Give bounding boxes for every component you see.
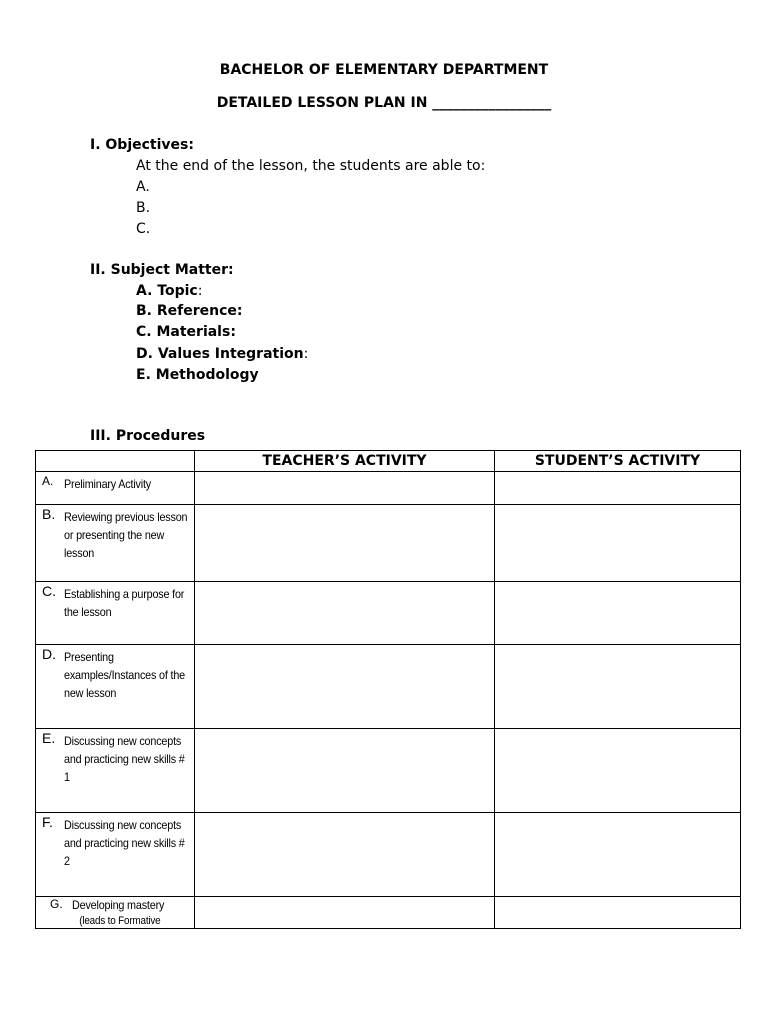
procedures-table — [35, 450, 741, 929]
step-subtext: (leads to Formative — [79, 915, 161, 927]
table-header-row — [36, 451, 741, 472]
subject-materials: C. Materials: — [136, 324, 236, 340]
step-description: Reviewing previous lesson or presenting the new lesson — [64, 510, 188, 560]
teacher-activity-cell[interactable] — [195, 729, 495, 813]
step-description: Discussing new concepts and practicing new skills # 1 — [64, 734, 185, 784]
step-cell — [36, 729, 195, 813]
step-letter: F. — [42, 814, 53, 830]
objective-item-a: A. — [136, 179, 150, 195]
step-description: Establishing a purpose for the lesson — [64, 587, 185, 619]
step-description: Preliminary Activity — [64, 477, 152, 491]
objectives-heading: I. Objectives: — [90, 137, 194, 153]
teacher-activity-cell[interactable] — [195, 813, 495, 897]
step-description: Discussing new concepts and practicing new skills # 2 — [64, 818, 185, 868]
subject-values-integration: D. Values Integration: — [136, 346, 309, 362]
step-cell — [36, 897, 195, 929]
column-header-teacher-activity: TEACHER’S ACTIVITY — [195, 451, 495, 472]
student-activity-cell[interactable] — [495, 582, 741, 645]
subject-methodology: E. Methodology — [136, 367, 259, 383]
student-activity-cell[interactable] — [495, 897, 741, 929]
table-row — [36, 582, 741, 645]
procedures-heading: III. Procedures — [90, 428, 206, 444]
teacher-activity-cell[interactable] — [195, 645, 495, 729]
table-row — [36, 505, 741, 582]
objectives-intro: At the end of the lesson, the students are able to: — [136, 158, 486, 174]
student-activity-cell[interactable] — [495, 645, 741, 729]
step-description: Developing mastery (leads to Formative — [72, 897, 189, 928]
step-cell — [36, 813, 195, 897]
step-cell — [36, 582, 195, 645]
column-header-student-activity: STUDENT’S ACTIVITY — [495, 451, 741, 472]
student-activity-cell[interactable] — [495, 813, 741, 897]
objective-item-b: B. — [136, 200, 151, 216]
table-row — [36, 645, 741, 729]
student-activity-cell[interactable] — [495, 729, 741, 813]
subject-reference: B. Reference: — [136, 303, 243, 319]
teacher-activity-cell[interactable] — [195, 582, 495, 645]
subject-matter-heading: II. Subject Matter: — [90, 262, 234, 278]
table-row — [36, 813, 741, 897]
subject-topic: A. Topic: — [136, 283, 203, 299]
step-cell — [36, 505, 195, 582]
step-letter: D. — [42, 646, 56, 662]
step-cell — [36, 472, 195, 505]
lesson-plan-title: DETAILED LESSON PLAN IN _________________ — [216, 95, 552, 111]
step-description: Presenting examples/Instances of the new lesson — [64, 650, 185, 700]
step-letter: C. — [42, 583, 56, 599]
student-activity-cell[interactable] — [495, 505, 741, 582]
objective-item-c: C. — [136, 221, 151, 237]
teacher-activity-cell[interactable] — [195, 897, 495, 929]
table-row — [36, 472, 741, 505]
department-title: BACHELOR OF ELEMENTARY DEPARTMENT — [219, 62, 549, 78]
step-letter: E. — [42, 730, 56, 746]
step-letter: G. — [50, 897, 63, 911]
step-letter: B. — [42, 506, 56, 522]
column-header-step — [36, 451, 195, 472]
step-cell — [36, 645, 195, 729]
table-row — [36, 729, 741, 813]
teacher-activity-cell[interactable] — [195, 505, 495, 582]
step-letter: A. — [42, 474, 54, 488]
student-activity-cell[interactable] — [495, 472, 741, 505]
teacher-activity-cell[interactable] — [195, 472, 495, 505]
table-row — [36, 897, 741, 929]
